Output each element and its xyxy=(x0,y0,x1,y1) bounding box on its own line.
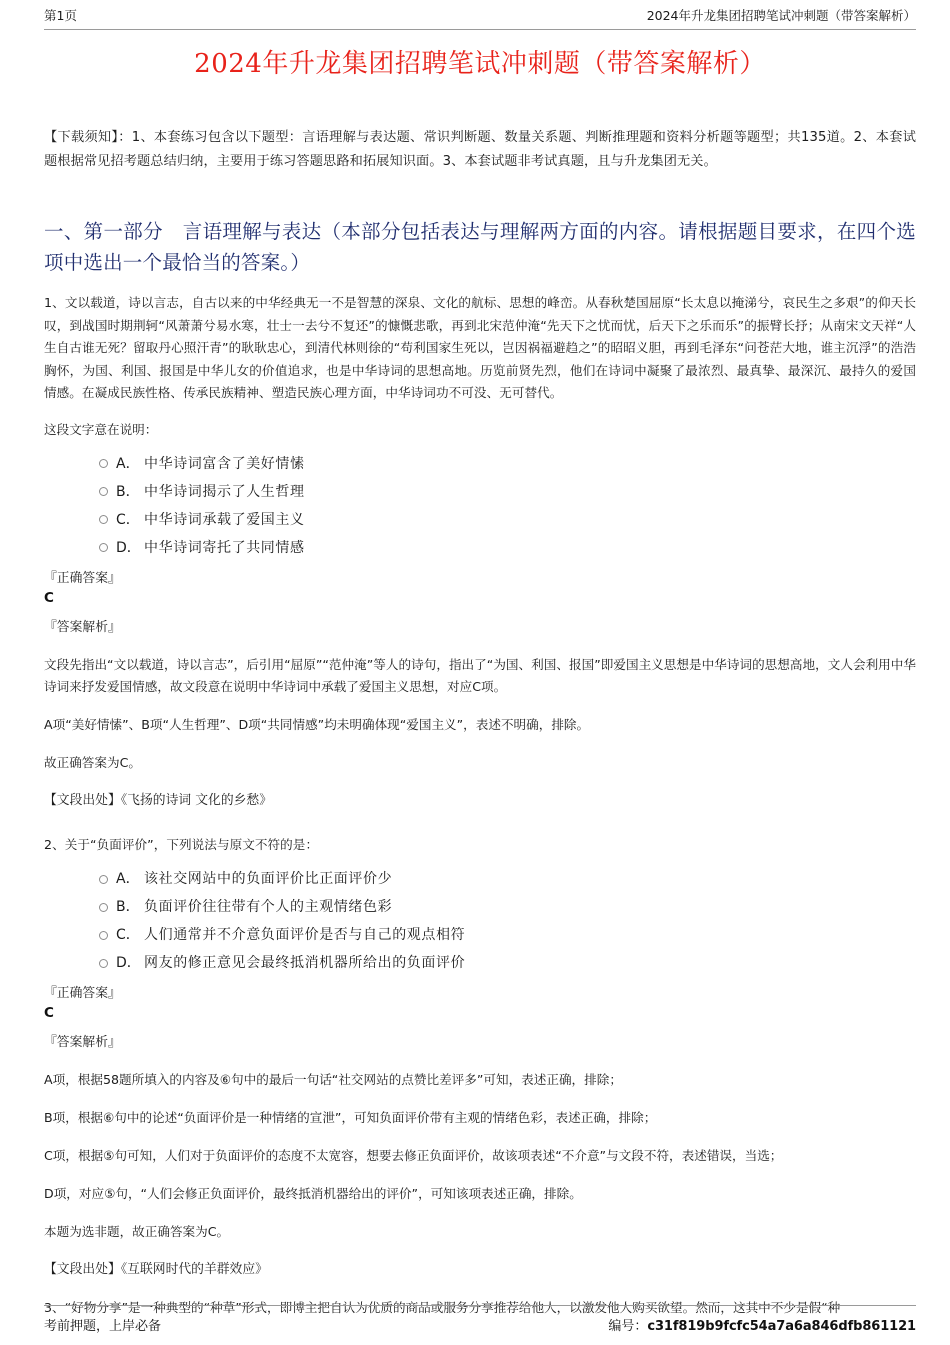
page-header xyxy=(44,0,916,30)
question-block-3-truncated: 3、“好物分享”是一种典型的“种草”形式，即博主把自认为优质的商品或服务分享推荐给他人，以激发他人购买欲望。然而，这其中不少是假“种 xyxy=(44,1300,841,1315)
question-block-1 xyxy=(44,292,916,812)
radio-button-icon[interactable] xyxy=(99,459,108,468)
analysis-paragraph: 本题为选非题，故正确答案为C。 xyxy=(44,1224,230,1239)
option-row[interactable] xyxy=(99,952,916,974)
option-text: 中华诗词承载了爱国主义 xyxy=(144,511,305,528)
download-notice: 【下载须知】：1、本套练习包含以下题型：言语理解与表达题、常识判断题、数量关系题、判断推理题和资料分析题等题型；共135道。2、本套试题根据常见招考题总结归纳，主要用于练习答题思路和拓展知识面。3、本套试题非考试真题，且与升龙集团无关。 xyxy=(44,130,916,169)
radio-button-icon[interactable] xyxy=(99,931,108,940)
option-text: 负面评价往往带有个人的主观情绪色彩 xyxy=(144,899,393,915)
option-text: 该社交网站中的负面评价比正面评价少 xyxy=(144,871,393,887)
analysis-paragraph: A项“美好情愫”、B项“人生哲理”、D项“共同情感”均未明确体现“爱国主义”，表述不明确，排除。 xyxy=(44,716,590,732)
option-letter: B． xyxy=(116,899,140,915)
page-number-label: 第1页 xyxy=(44,8,77,23)
option-letter: D． xyxy=(116,955,141,971)
analysis-label: 『答案解析』 xyxy=(44,619,121,635)
source-citation: 【文段出处】《互联网时代的羊群效应》 xyxy=(44,1262,268,1277)
option-row[interactable] xyxy=(99,509,916,531)
option-row[interactable] xyxy=(99,481,916,503)
question-number: 2、 xyxy=(44,836,65,852)
analysis-paragraph: D项，对应⑤句，“人们会修正负面评价，最终抵消机器给出的评价”，可知该项表述正确，排除。 xyxy=(44,1186,582,1201)
question-stem xyxy=(44,834,916,857)
options-list xyxy=(44,453,916,559)
radio-button-icon[interactable] xyxy=(99,875,108,884)
option-text: 中华诗词寄托了共同情感 xyxy=(144,539,305,556)
option-row[interactable] xyxy=(99,453,916,475)
analysis-paragraph: B项，根据⑥句中的论述“负面评价是一种情绪的宣泄”，可知负面评价带有主观的情绪色彩，表述正确，排除； xyxy=(44,1110,657,1125)
option-letter: A． xyxy=(116,871,140,887)
source-citation: 【文段出处】《飞扬的诗词 文化的乡愁》 xyxy=(44,792,273,808)
correct-answer-label: 『正确答案』 xyxy=(44,986,121,1001)
question-stem-text: 文以载道，诗以言志，自古以来的中华经典无一不是智慧的深泉、文化的航标、思想的峰峦。从春秋楚国屈原“长太息以掩涕兮，哀民生之多艰”的仰天长叹，到战国时期荆轲“风萧萧兮易水寒，壮士一去兮不复还”的慷慨悲歌，再到北宋范仲淹“先天下之忧而忧，后天下之乐而乐”的振臂长抒；从南宋文天祥“人生自古谁无死？留取丹心照汗青”的耿耿忠心，到清代林则徐的“苟利国家生死以，岂因祸福避趋之”的昭昭义胆，再到毛泽东“问苍茫大地，谁主沉浮”的浩浩胸怀，为国、利国、报国是中华儿女的价值追求，也是中华诗词的思想高地。历览前贤先烈，他们在诗词中凝聚了最浓烈、最真挚、最深沉、最持久的爱国情感。在凝成民族性格、传承民族精神、塑造民族心理方面，中华诗词功不可没、无可替代。 xyxy=(44,295,916,400)
option-row[interactable] xyxy=(99,868,916,890)
option-letter: D． xyxy=(116,539,141,556)
analysis-paragraph: A项，根据58题所填入的内容及⑥句中的最后一句话“社交网站的点赞比差评多”可知，表述正确，排除； xyxy=(44,1072,622,1087)
question-number: 1、 xyxy=(44,295,65,310)
radio-button-icon[interactable] xyxy=(99,487,108,496)
correct-answer-label: 『正确答案』 xyxy=(44,570,121,586)
analysis-paragraph: 故正确答案为C。 xyxy=(44,754,141,770)
option-row[interactable] xyxy=(99,924,916,946)
question-stem xyxy=(44,292,916,405)
radio-button-icon[interactable] xyxy=(99,903,108,912)
analysis-label: 『答案解析』 xyxy=(44,1035,121,1050)
analysis-paragraph: C项，根据⑤句可知，人们对于负面评价的态度不太宽容，想要去修正负面评价，故该项表述“不介意”与文段不符，表述错误，当选； xyxy=(44,1148,783,1163)
option-letter: A． xyxy=(116,455,140,472)
question-prompt: 这段文字意在说明： xyxy=(44,421,158,437)
footer-slogan: 考前押题，上岸必备 xyxy=(44,1319,162,1334)
footer-serial xyxy=(608,1315,916,1334)
document-content xyxy=(44,30,916,1315)
page-footer xyxy=(44,1305,916,1337)
question-stem-text: 关于“负面评价”，下列说法与原文不符的是： xyxy=(64,836,319,852)
option-row[interactable] xyxy=(99,537,916,559)
correct-answer-value: C xyxy=(44,1005,54,1021)
correct-answer-value: C xyxy=(44,589,54,606)
option-letter: C． xyxy=(116,927,140,943)
section-heading-part-one: 一、第一部分 言语理解与表达（本部分包括表达与理解两方面的内容。请根据题目要求，在四个选项中选出一个最恰当的答案。） xyxy=(44,220,916,274)
page-title: 2024年升龙集团招聘笔试冲刺题（带答案解析） xyxy=(194,49,766,79)
radio-button-icon[interactable] xyxy=(99,959,108,968)
option-letter: C． xyxy=(116,511,140,528)
option-text: 人们通常并不介意负面评价是否与自己的观点相符 xyxy=(144,927,466,943)
radio-button-icon[interactable] xyxy=(99,543,108,552)
radio-button-icon[interactable] xyxy=(99,515,108,524)
option-row[interactable] xyxy=(99,896,916,918)
option-text: 网友的修正意见会最终抵消机器所给出的负面评价 xyxy=(144,955,466,971)
footer-serial-label: 编号： xyxy=(608,1319,648,1334)
option-text: 中华诗词揭示了人生哲理 xyxy=(144,483,305,500)
option-text: 中华诗词富含了美好情愫 xyxy=(144,455,305,472)
question-block-2 xyxy=(44,834,916,1282)
options-list xyxy=(44,868,916,974)
option-letter: B． xyxy=(116,483,140,500)
footer-serial-value: c31f819b9fcfc54a7a6a846dfb861121 xyxy=(647,1319,916,1334)
running-title: 2024年升龙集团招聘笔试冲刺题（带答案解析） xyxy=(646,8,916,23)
analysis-paragraph: 文段先指出“文以载道，诗以言志”，后引用“屈原”“范仲淹”等人的诗句，指出了“为国、利国、报国”即爱国主义思想是中华诗词的思想高地，文人会利用中华诗词来抒发爱国情感，故文段意在说明中华诗词中承载了爱国主义思想，对应C项。 xyxy=(44,656,916,694)
